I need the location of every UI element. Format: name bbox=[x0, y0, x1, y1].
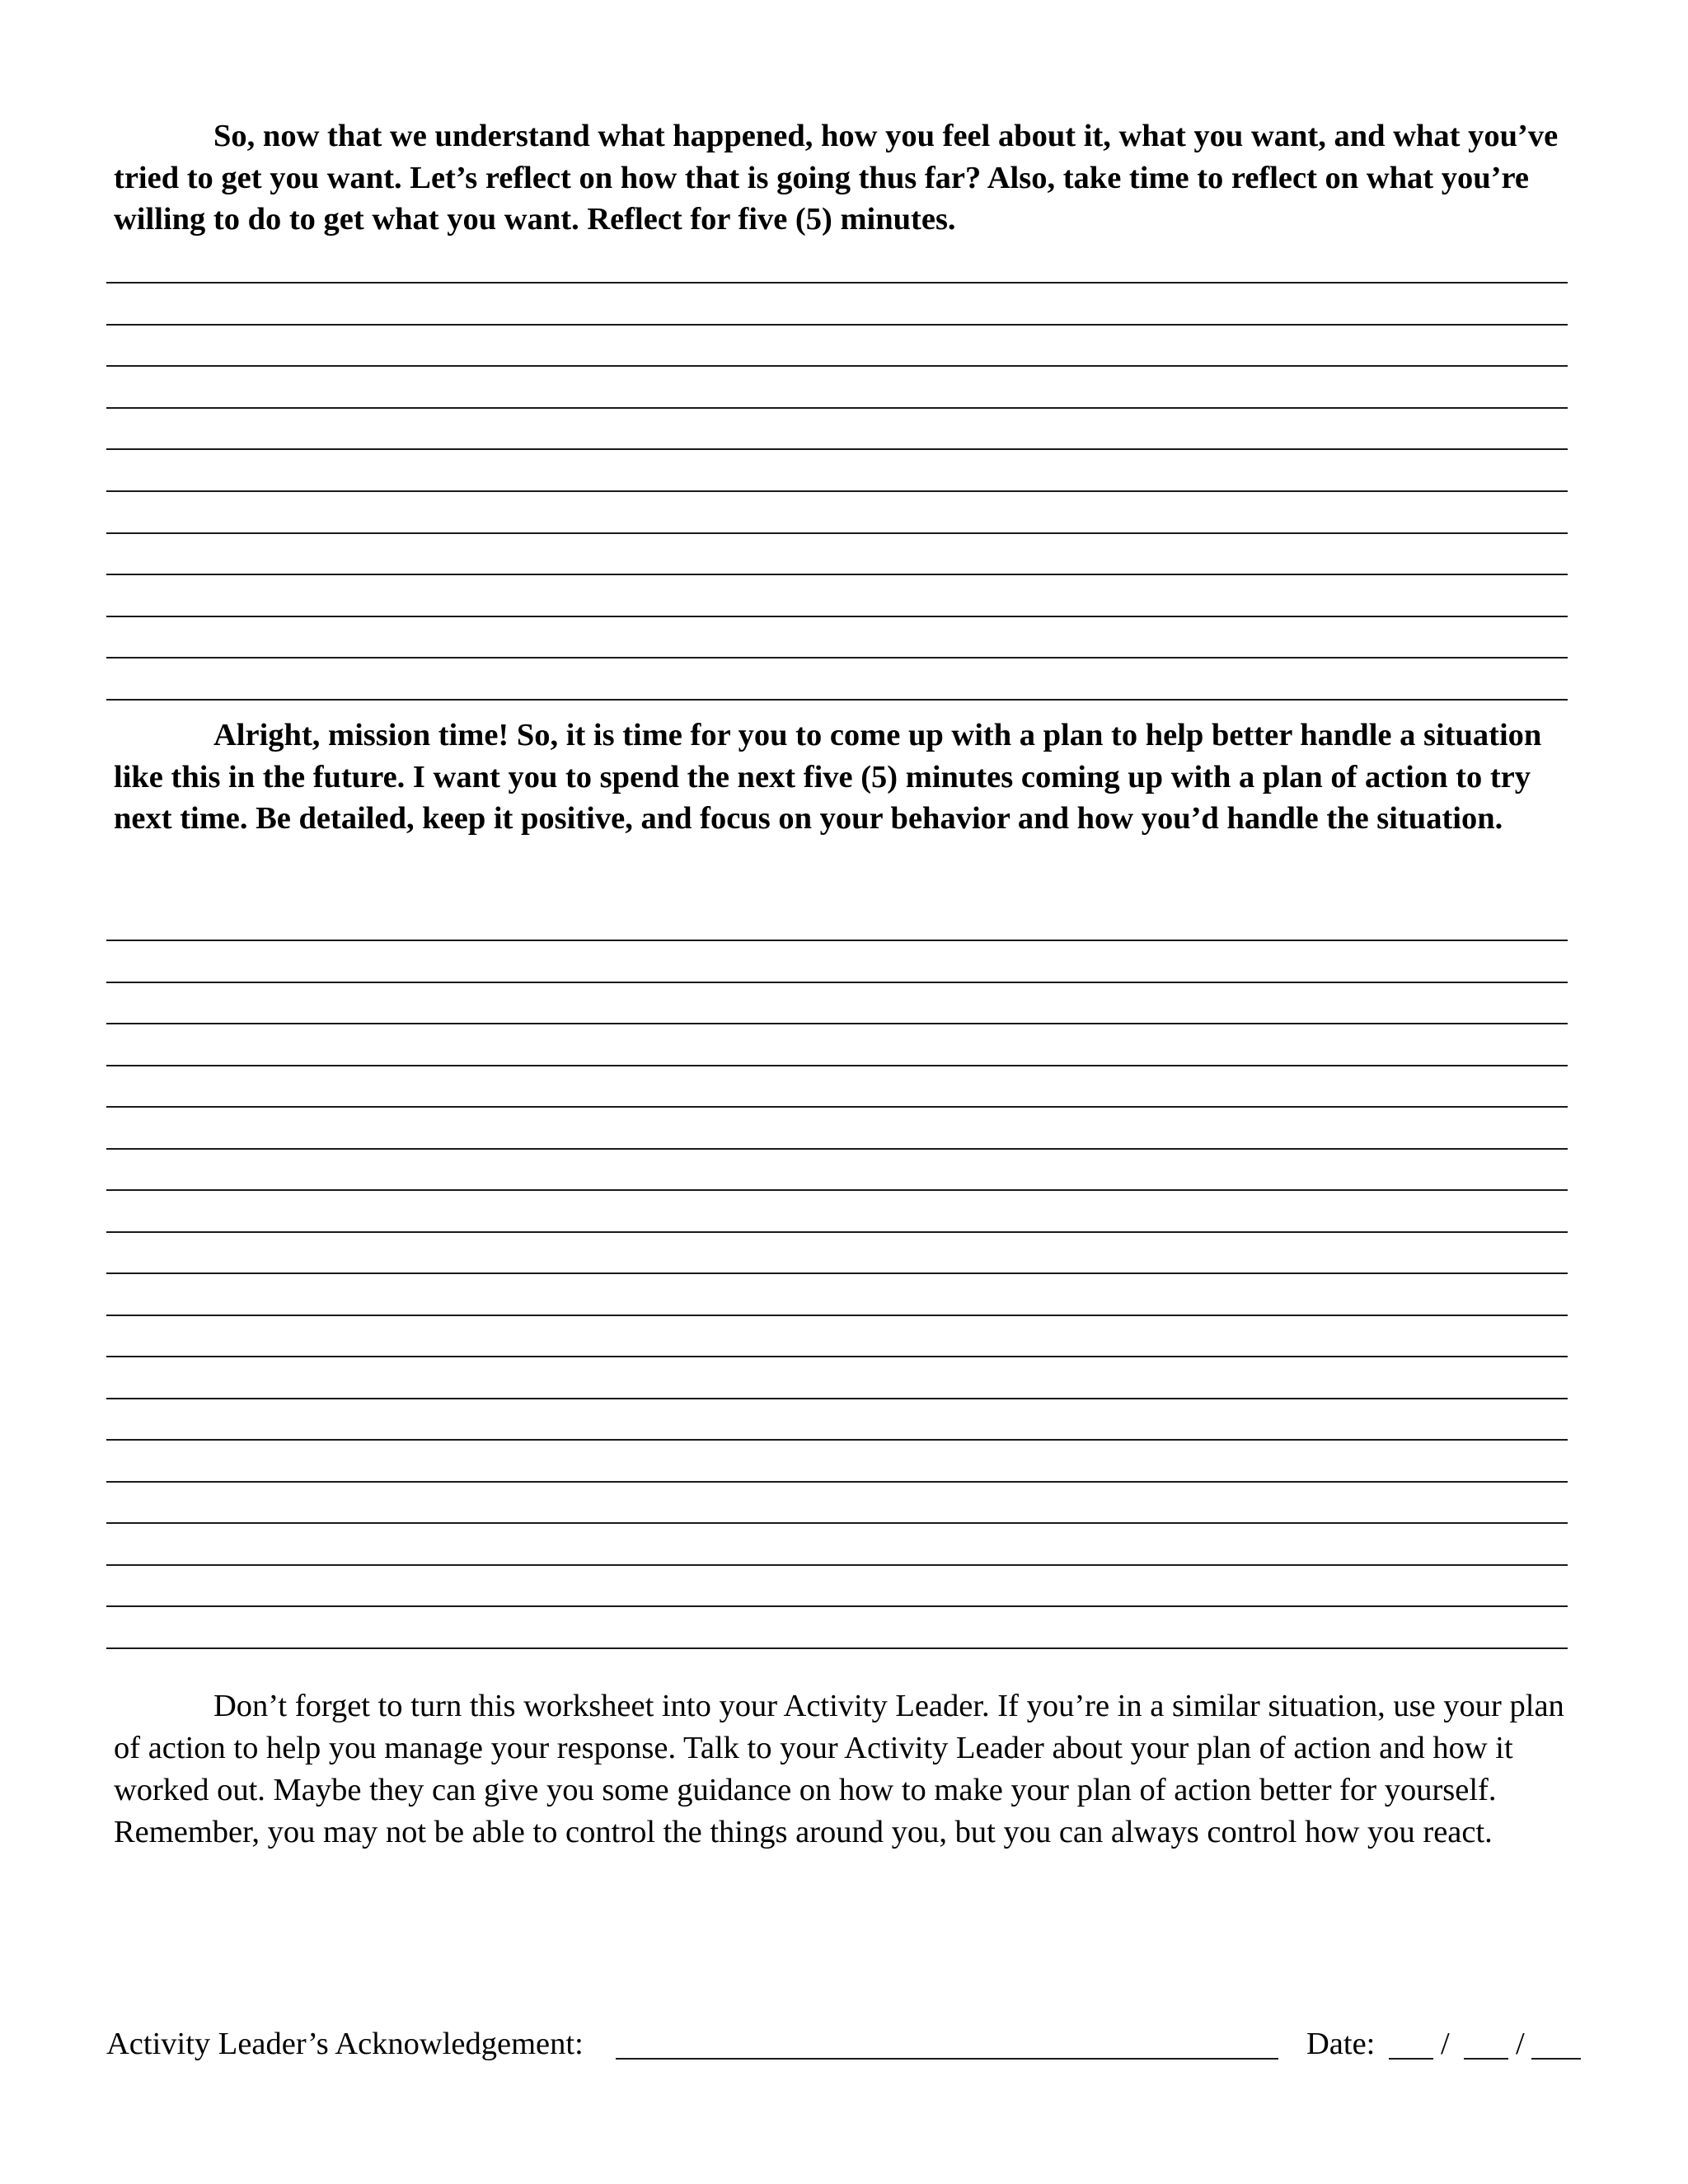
answer-line[interactable] bbox=[106, 490, 1568, 492]
answer-line[interactable] bbox=[106, 1315, 1568, 1316]
answer-line[interactable] bbox=[106, 1439, 1568, 1441]
answer-line[interactable] bbox=[106, 1398, 1568, 1399]
answer-line[interactable] bbox=[106, 1522, 1568, 1524]
date-year-blank[interactable] bbox=[1531, 2058, 1581, 2060]
answer-line[interactable] bbox=[106, 448, 1568, 450]
date-separator: / bbox=[1441, 2027, 1450, 2061]
answer-line[interactable] bbox=[106, 940, 1568, 941]
answer-line[interactable] bbox=[106, 699, 1568, 701]
answer-line[interactable] bbox=[106, 324, 1568, 326]
answer-line[interactable] bbox=[106, 1356, 1568, 1357]
acknowledgement-signature-line[interactable] bbox=[616, 2058, 1278, 2060]
answer-line[interactable] bbox=[106, 1189, 1568, 1191]
answer-line[interactable] bbox=[106, 1148, 1568, 1150]
answer-line[interactable] bbox=[106, 657, 1568, 658]
answer-line[interactable] bbox=[106, 365, 1568, 367]
answer-line[interactable] bbox=[106, 1481, 1568, 1483]
answer-line[interactable] bbox=[106, 982, 1568, 983]
answer-line[interactable] bbox=[106, 282, 1568, 284]
answer-line[interactable] bbox=[106, 1106, 1568, 1108]
date-label: Date: bbox=[1306, 2027, 1376, 2061]
acknowledgement-label: Activity Leader’s Acknowledgement: bbox=[106, 2027, 584, 2061]
answer-line[interactable] bbox=[106, 616, 1568, 617]
closing-note: Don’t forget to turn this worksheet into your Activity Leader. If you’re in a similar situation, use your plan of action to help you manage your response. Talk to your Activity Leader about your plan of action and how it worked out. Maybe they can give you some guidance on how to make your plan of action better for yourself. Remember, you may not be able to control the things around you, but you can always control how you react. bbox=[114, 1689, 1564, 1849]
answer-line[interactable] bbox=[106, 532, 1568, 534]
reflection-prompt: So, now that we understand what happened, how you feel about it, what you want, and what you’ve tried to get you want. Let’s reflect on how that is going thus far? Also, take time to reflect on what you’re willing to do to get what you want. Reflect for five (5) minutes. bbox=[114, 119, 1559, 237]
date-month-blank[interactable] bbox=[1389, 2058, 1433, 2060]
date-day-blank[interactable] bbox=[1464, 2058, 1508, 2060]
date-separator: / bbox=[1516, 2027, 1525, 2061]
answer-line[interactable] bbox=[106, 574, 1568, 575]
answer-line[interactable] bbox=[106, 1272, 1568, 1274]
answer-line[interactable] bbox=[106, 1065, 1568, 1066]
mission-prompt: Alright, mission time! So, it is time for you to come up with a plan to help better handle a situation like this in the future. I want you to spend the next five (5) minutes coming up with a plan of action to try next time. Be detailed, keep it positive, and focus on your behavior and how you’d handle the situation. bbox=[114, 718, 1542, 836]
answer-line[interactable] bbox=[106, 1605, 1568, 1607]
answer-line[interactable] bbox=[106, 1023, 1568, 1024]
answer-line[interactable] bbox=[106, 1231, 1568, 1233]
signature-footer bbox=[106, 2023, 1582, 2069]
answer-line[interactable] bbox=[106, 407, 1568, 409]
answer-line[interactable] bbox=[106, 1647, 1568, 1649]
answer-line[interactable] bbox=[106, 1564, 1568, 1566]
